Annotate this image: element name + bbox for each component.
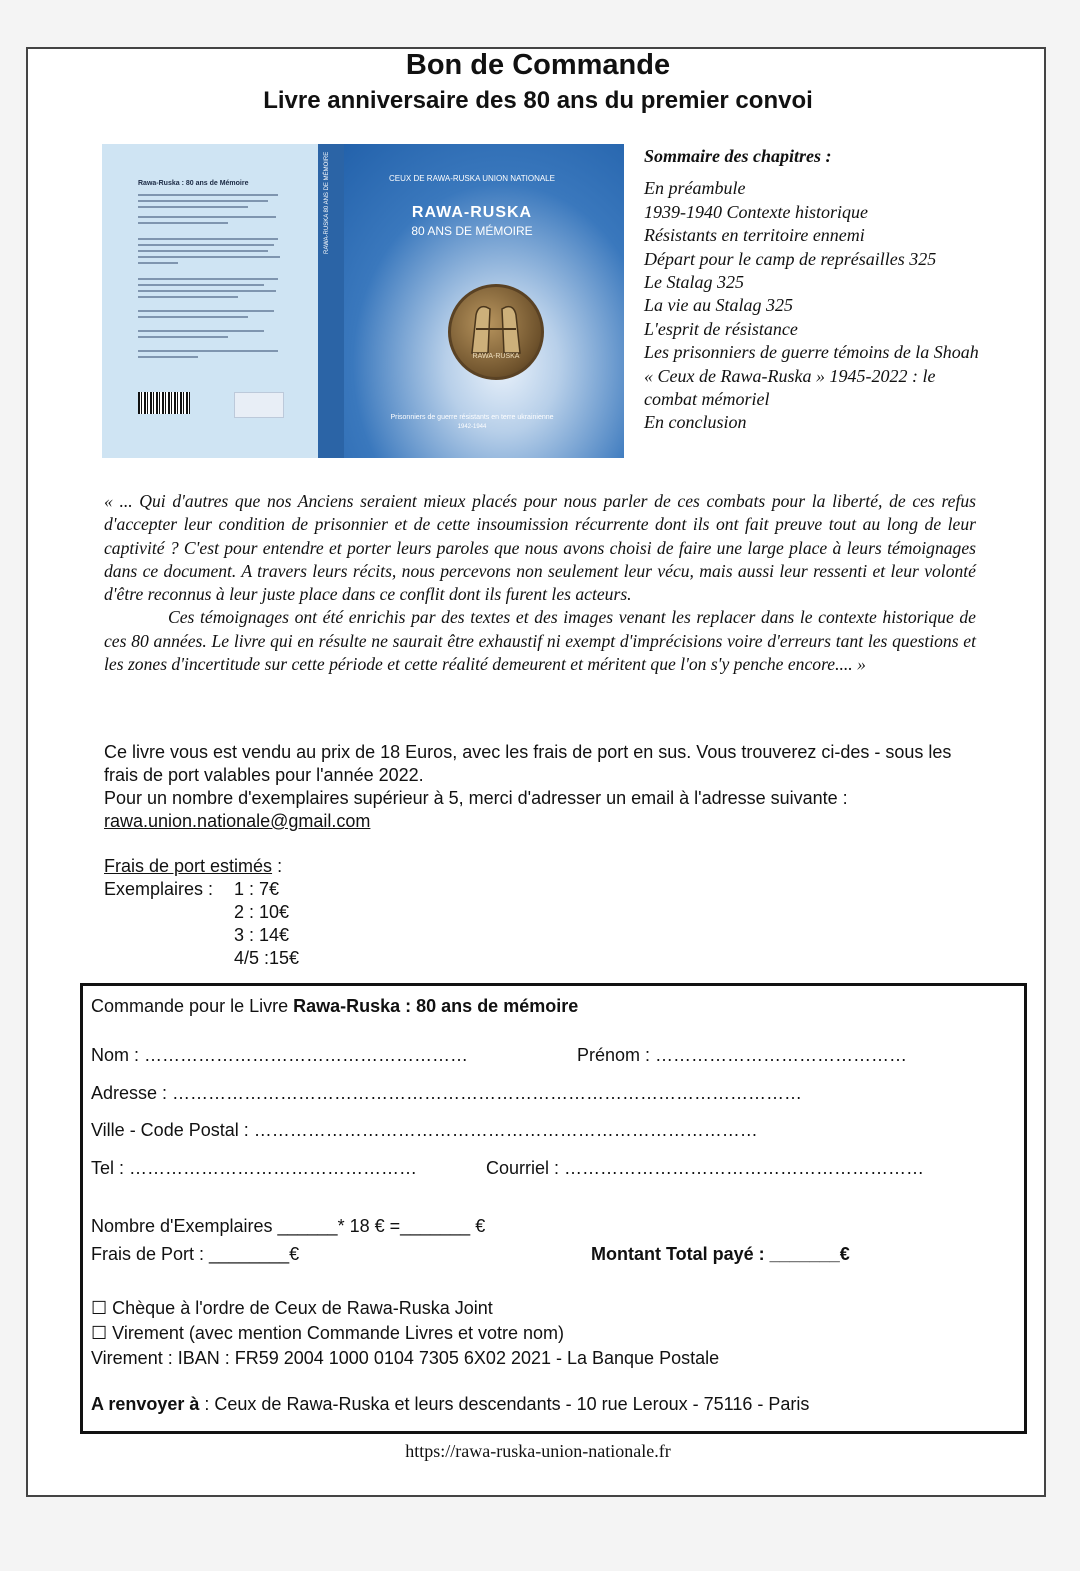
- quote-paragraph: Ces témoignages ont été enrichis par des textes et des images venant les replacer dans le contexte historique de ces 80 années. Le livre qui en résulte ne saurait être exhaustif ni exempt d'imprécisions voire d'erreurs tant les questions et les zones d'incertitude sur cette période et cette réalité demeurent et méritent que l'on s'y penche encore.... »: [104, 607, 976, 675]
- text-line: [138, 316, 248, 318]
- return-label: A renvoyer à: [91, 1394, 200, 1414]
- quote-paragraph: « ... Qui d'autres que nos Anciens seraient mieux placés pour nous parler de ces combats pour la liberté, de ces refus d'accepter leur condition de prisonnier et de cette insoumission récurrente dont ils ont fait preuve tout au long de leur captivité ? C'est pour entendre et porter leurs paroles que nous avons choisi de faire une large place à leurs témoignages dans ce document. A travers leurs récits, nous percevons non seulement leur vécu, mais aussi leur ressenti et leur volonté d'être reconnus à leur juste place dans ce conflit dont ils furent les acteurs.: [104, 491, 976, 605]
- text-line: [138, 194, 278, 196]
- order-form: [80, 983, 1027, 1434]
- cover-years: 1942-1944: [457, 424, 487, 430]
- cover-subtitle: 80 ANS DE MÉMOIRE: [411, 224, 533, 238]
- shipping-cost-field[interactable]: Frais de Port : ________€: [91, 1244, 300, 1264]
- shipping-heading: Frais de port estimés: [104, 856, 273, 876]
- summary-heading: Sommaire des chapitres :: [644, 146, 832, 166]
- tel-field[interactable]: Tel : …………………………………………: [91, 1158, 418, 1178]
- total-paid-field[interactable]: Montant Total payé : _______€: [591, 1244, 850, 1264]
- book-back-cover: [102, 144, 318, 458]
- summary-item: En préambule: [644, 178, 746, 199]
- website-url[interactable]: https://rawa-ruska-union-nationale.fr: [405, 1441, 671, 1461]
- medal-icon: [448, 284, 544, 380]
- text-line: [138, 250, 268, 252]
- summary-item: 1939-1940 Contexte historique: [644, 201, 868, 222]
- text-line: [138, 206, 248, 208]
- order-form-page: [26, 47, 1046, 1497]
- return-address: [91, 1394, 809, 1415]
- text-line: [138, 284, 264, 286]
- text-line: [138, 200, 268, 202]
- shipping-heading-colon: :: [272, 856, 283, 876]
- text-line: [138, 244, 274, 246]
- publisher-logos-icon: [234, 392, 284, 418]
- nom-field[interactable]: Nom : ………………………………………………: [91, 1045, 469, 1065]
- text-line: [138, 356, 198, 358]
- adresse-field[interactable]: Adresse : ……………………………………………………………………………………………: [91, 1083, 803, 1103]
- text-line: [138, 336, 228, 338]
- text-line: [138, 238, 278, 240]
- text-line: [138, 296, 238, 298]
- summary-item: « Ceux de Rawa-Ruska » 1945-2022 : le combat mémoriel: [644, 365, 936, 410]
- book-spine: [318, 144, 344, 458]
- text-line: [138, 256, 280, 258]
- medal-text: RAWA-RUSKA: [472, 353, 520, 360]
- text-line: [138, 222, 228, 224]
- summary-item: L'esprit de résistance: [644, 318, 798, 339]
- text-line: [138, 216, 276, 218]
- courriel-field[interactable]: Courriel : ……………………………………………………: [486, 1158, 925, 1178]
- shipping-row: 2 : 10€: [234, 902, 290, 922]
- spine-text: RAWA-RUSKA 80 ANS DE MÉMOIRE: [324, 151, 330, 254]
- summary-item: En conclusion: [644, 412, 747, 433]
- summary-item: Le Stalag 325: [644, 272, 745, 293]
- text-line: [138, 330, 264, 332]
- cover-org: CEUX DE RAWA-RUSKA UNION NATIONALE: [389, 174, 555, 183]
- virement-checkbox[interactable]: ☐ Virement (avec mention Commande Livres et votre nom): [91, 1323, 564, 1343]
- form-title-bold: Rawa-Ruska : 80 ans de mémoire: [293, 996, 579, 1016]
- text-line: [138, 262, 178, 264]
- text-line: [138, 350, 278, 352]
- shipping-costs: [104, 855, 300, 970]
- shipping-row: 4/5 :15€: [234, 948, 300, 968]
- summary-item: La vie au Stalag 325: [644, 295, 793, 316]
- ville-code-postal-field[interactable]: Ville - Code Postal : …………………………………………………………………………: [91, 1120, 758, 1140]
- book-quote: [104, 490, 976, 676]
- iban-text: Virement : IBAN : FR59 2004 1000 0104 7305 6X02 2021 - La Banque Postale: [91, 1348, 720, 1368]
- form-title: [91, 996, 578, 1017]
- book-cover: [102, 144, 624, 458]
- chapter-summary: [644, 145, 984, 435]
- summary-item: Les prisonniers de guerre témoins de la Shoah: [644, 342, 979, 363]
- quantity-field[interactable]: Nombre d'Exemplaires ______* 18 € =_______ €: [91, 1216, 486, 1236]
- price-text: Ce livre vous est vendu au prix de 18 Euros, avec les frais de port en sus. Vous trouverez ci-des - sous les frais de port valables pour l'année 2022.: [104, 742, 952, 785]
- return-address-text: : Ceux de Rawa-Ruska et leurs descendants - 10 rue Leroux - 75116 - Paris: [199, 1394, 810, 1414]
- fists-icon: [454, 295, 538, 355]
- price-info: [104, 741, 984, 833]
- book-front-cover: [320, 144, 624, 458]
- summary-item: Départ pour le camp de représailles 325: [644, 248, 937, 269]
- cheque-checkbox[interactable]: ☐ Chèque à l'ordre de Ceux de Rawa-Ruska Joint: [91, 1298, 493, 1318]
- page-title: Bon de Commande: [405, 49, 671, 81]
- prenom-field[interactable]: Prénom : ……………………………………: [577, 1045, 908, 1065]
- page-subtitle: Livre anniversaire des 80 ans du premier convoi: [263, 87, 813, 114]
- shipping-row: 1 : 7€: [234, 879, 280, 899]
- text-line: [138, 278, 278, 280]
- shipping-row: 3 : 14€: [234, 925, 290, 945]
- summary-item: Résistants en territoire ennemi: [644, 225, 865, 246]
- email-link[interactable]: rawa.union.nationale@gmail.com: [104, 811, 371, 831]
- copies-label: Exemplaires :: [104, 879, 214, 899]
- barcode-icon: [138, 392, 190, 414]
- bulk-order-text: Pour un nombre d'exemplaires supérieur à 5, merci d'adresser un email à l'adresse suivante :: [104, 788, 848, 808]
- cover-bottom-text: Prisonniers de guerre résistants en terre ukrainienne: [390, 414, 554, 421]
- back-cover-title: Rawa-Ruska : 80 ans de Mémoire: [138, 180, 249, 187]
- cover-title: RAWA-RUSKA: [411, 204, 533, 221]
- form-title-plain: Commande pour le Livre: [91, 996, 294, 1016]
- text-line: [138, 310, 274, 312]
- text-line: [138, 290, 276, 292]
